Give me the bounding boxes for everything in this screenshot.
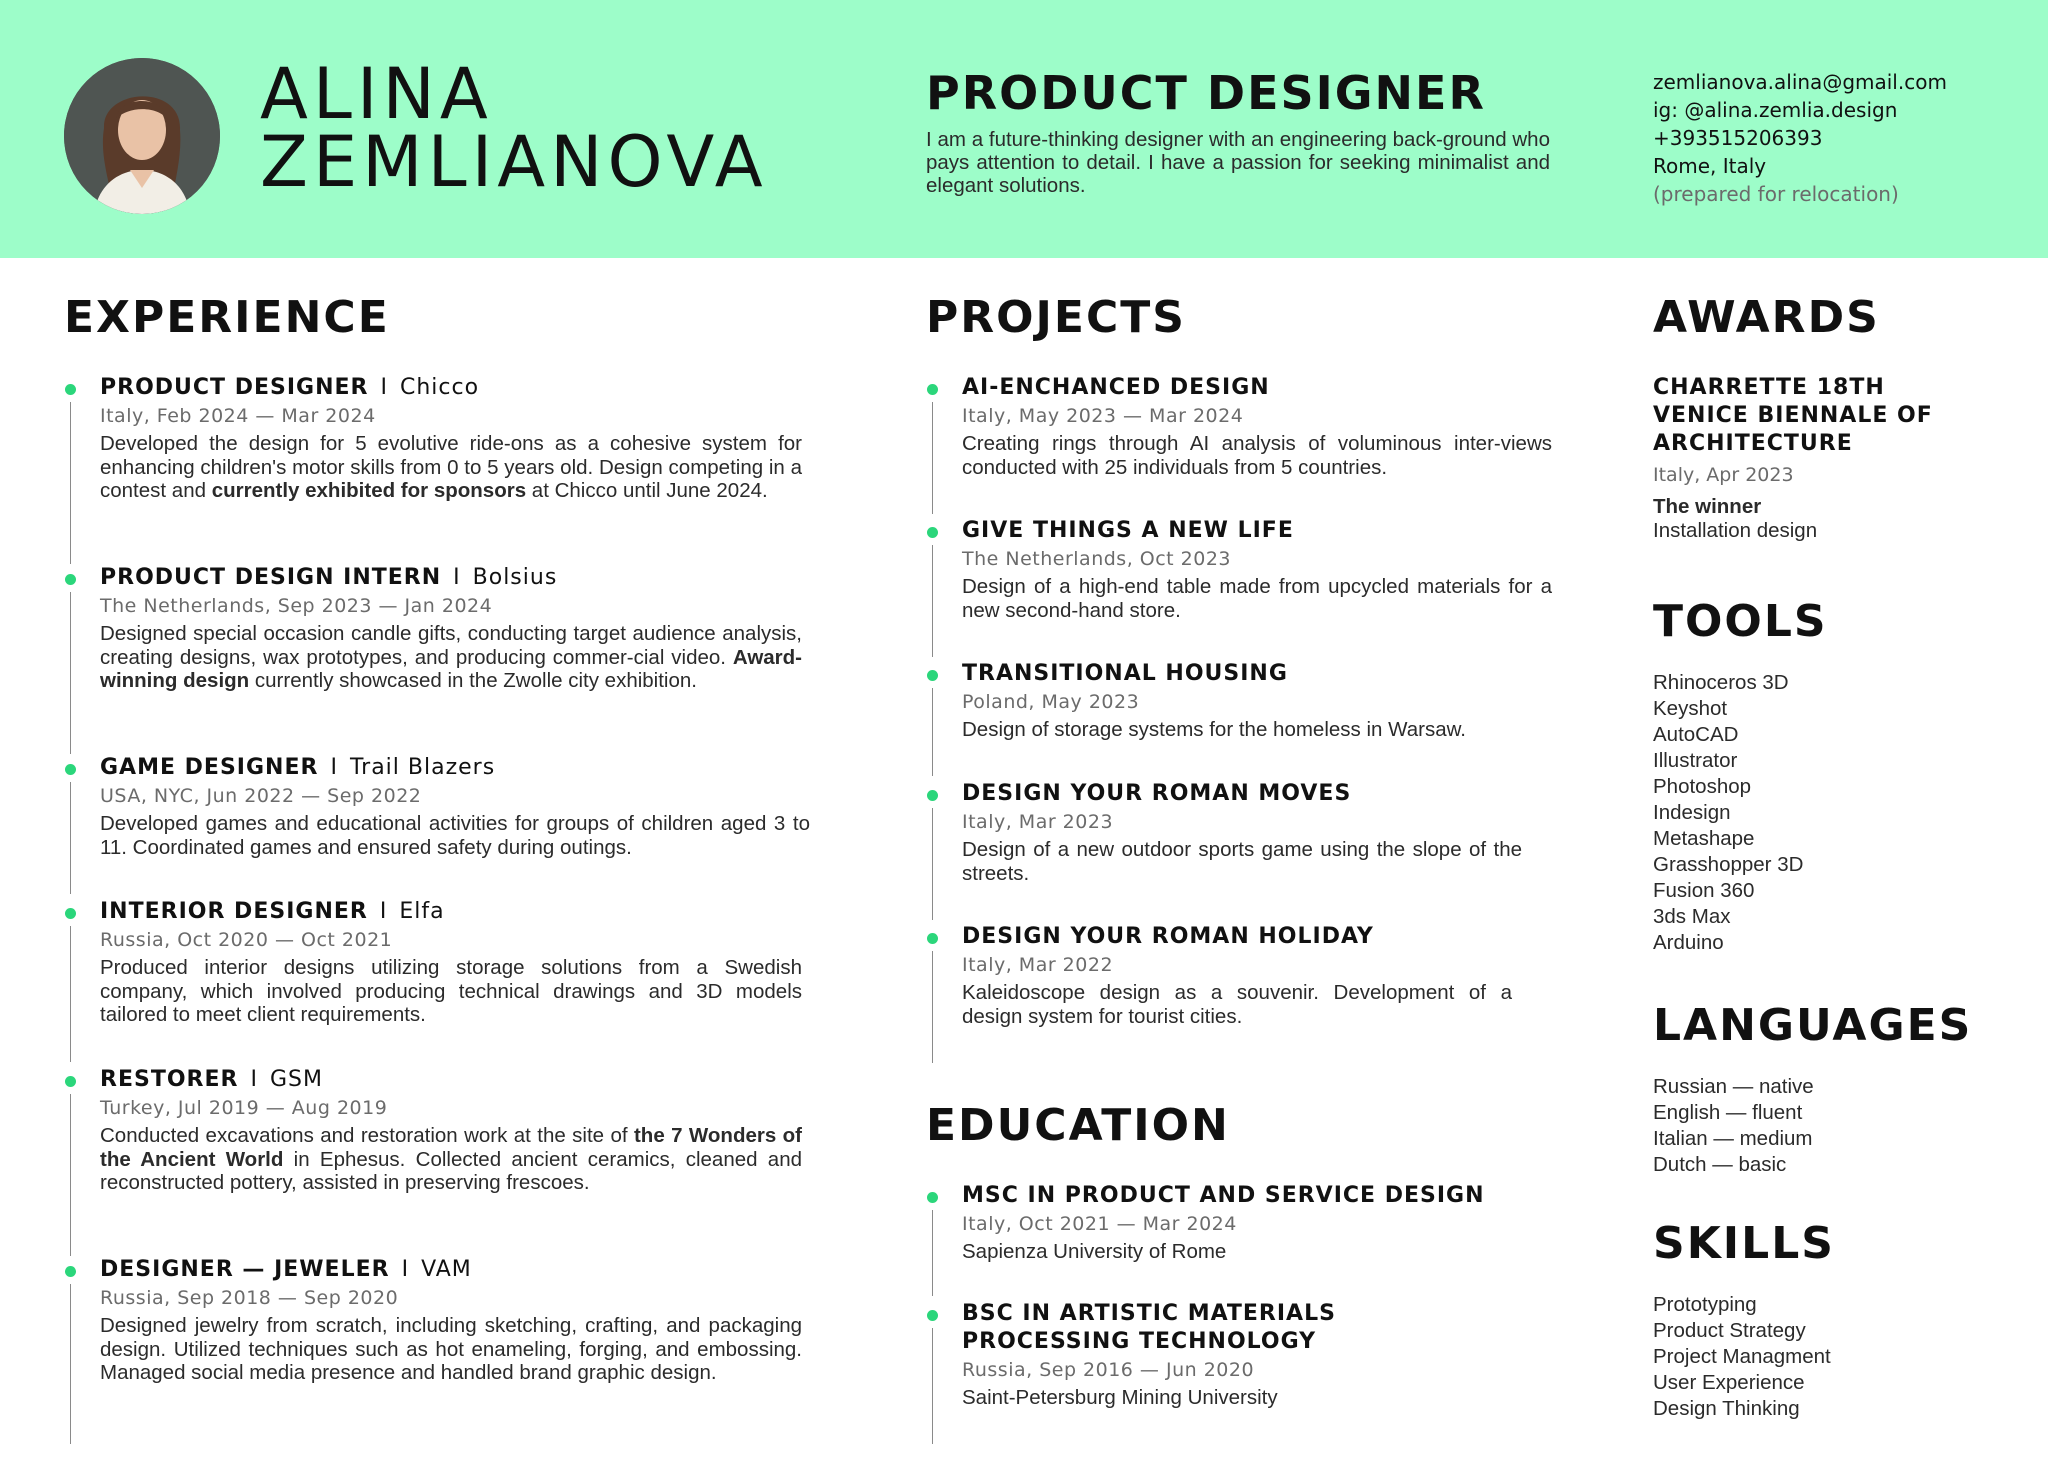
project-meta: The Netherlands, Oct 2023 [962, 548, 1232, 570]
skill-item: User Experience [1653, 1371, 1805, 1394]
timeline-dot [927, 384, 938, 395]
project-item [962, 923, 1512, 1028]
position-label: DESIGNER — JEWELER [100, 1257, 390, 1282]
position-label: RESTORER [100, 1067, 239, 1092]
languages-heading: LANGUAGES [1653, 1000, 1973, 1051]
degree-title: BSC IN ARTISTIC MATERIALS PROCESSING TECHNOLOGY [962, 1301, 1336, 1354]
experience-item [100, 564, 802, 693]
position-label: PRODUCT DESIGNER [100, 375, 369, 400]
experience-desc: Developed the design for 5 evolutive ride-ons as a cohesive system for enhancing children's motor skills from 0 to 5 years old. Design competing in a contest and currently exhibited for sponsors at Chicco until June 2024. [100, 432, 802, 502]
timeline-dot [927, 527, 938, 538]
tool-item: Rhinoceros 3D [1653, 671, 1789, 694]
education-heading: EDUCATION [926, 1100, 1230, 1151]
timeline-line [932, 545, 933, 657]
contact-block [1653, 68, 1947, 208]
skill-item: Project Managment [1653, 1345, 1831, 1368]
experience-item [100, 1256, 802, 1385]
timeline-dot [927, 933, 938, 944]
experience-item [100, 754, 810, 859]
timeline-dot [927, 670, 938, 681]
timeline-dot [65, 1266, 76, 1277]
tool-item: Illustrator [1653, 749, 1738, 772]
location-text: Rome, Italy [1653, 154, 1767, 178]
timeline-line [70, 926, 71, 1062]
project-desc: Design of a new outdoor sports game using the slope of the streets. [962, 838, 1522, 885]
skill-item: Design Thinking [1653, 1397, 1800, 1420]
timeline-line [70, 592, 71, 754]
tools-list [1653, 670, 1803, 956]
full-name [260, 53, 768, 203]
experience-title: DESIGNER — JEWELER I VAM [100, 1257, 472, 1282]
experience-meta: The Netherlands, Sep 2023 — Jan 2024 [100, 595, 493, 617]
timeline-dot [65, 908, 76, 919]
timeline-line [932, 688, 933, 776]
award-title: CHARRETTE 18TH VENICE BIENNALE OF ARCHITECTURE [1653, 375, 1933, 456]
experience-desc: Produced interior designs utilizing storage solutions from a Swedish company, which involved producing technical drawings and 3D models tailored to meet client requirements. [100, 956, 802, 1026]
education-meta: Italy, Oct 2021 — Mar 2024 [962, 1213, 1237, 1235]
experience-title: PRODUCT DESIGNER I Chicco [100, 375, 480, 400]
languages-list [1653, 1074, 1814, 1178]
timeline-line [932, 951, 933, 1063]
project-item [962, 517, 1552, 622]
timeline-line [70, 402, 71, 564]
university-name: Saint-Petersburg Mining University [962, 1386, 1278, 1409]
experience-meta: Turkey, Jul 2019 — Aug 2019 [100, 1097, 388, 1119]
company-label: GSM [269, 1067, 323, 1092]
timeline-dot [65, 574, 76, 585]
timeline-line [932, 1328, 933, 1444]
experience-title: INTERIOR DESIGNER I Elfa [100, 899, 445, 924]
tool-item: Fusion 360 [1653, 879, 1755, 902]
project-desc: Design of a high-end table made from upcycled materials for a new second-hand store. [962, 575, 1552, 622]
experience-item [100, 1066, 802, 1195]
project-title: GIVE THINGS A NEW LIFE [962, 518, 1294, 543]
position-label: GAME DESIGNER [100, 755, 319, 780]
experience-title: GAME DESIGNER I Trail Blazers [100, 755, 496, 780]
first-name: ALINA [260, 53, 493, 135]
email-text: zemlianova.alina@gmail.com [1653, 70, 1947, 94]
timeline-dot [927, 1192, 938, 1203]
award-result: The winner [1653, 495, 1762, 518]
position-label: INTERIOR DESIGNER [100, 899, 368, 924]
experience-desc: Conducted excavations and restoration work at the site of the 7 Wonders of the Ancient World in Ephesus. Collected ancient ceramics, cleaned and reconstructed pottery, assisted in preserving frescoes. [100, 1124, 803, 1194]
company-label: VAM [421, 1257, 472, 1282]
experience-item [100, 374, 802, 503]
position-label: PRODUCT DESIGN INTERN [100, 565, 442, 590]
language-item: Dutch — basic [1653, 1153, 1787, 1176]
project-title: TRANSITIONAL HOUSING [962, 661, 1288, 686]
language-item: Italian — medium [1653, 1127, 1813, 1150]
skill-item: Prototyping [1653, 1293, 1757, 1316]
experience-desc: Designed jewelry from scratch, including sketching, crafting, and packaging design. Utilized techniques such as hot enameling, forging, and embossing. Managed social media presence and handled brand graphic design. [100, 1314, 802, 1384]
tool-item: Arduino [1653, 931, 1724, 954]
project-meta: Poland, May 2023 [962, 691, 1140, 713]
university-name: Sapienza University of Rome [962, 1240, 1227, 1263]
timeline-dot [65, 384, 76, 395]
award-category: Installation design [1653, 519, 1818, 542]
timeline-dot [927, 1310, 938, 1321]
degree-title: MSC IN PRODUCT AND SERVICE DESIGN [962, 1183, 1485, 1208]
profile-photo [64, 58, 220, 214]
project-desc: Kaleidoscope design as a souvenir. Development of a design system for tourist cities. [962, 981, 1512, 1028]
experience-meta: Russia, Oct 2020 — Oct 2021 [100, 929, 393, 951]
timeline-dot [927, 790, 938, 801]
timeline-line [932, 808, 933, 920]
experience-desc: Designed special occasion candle gifts, conducting target audience analysis, creating designs, wax prototypes, and producing commer-cial video. Award-winning design currently showcased in the Zwolle city exhibition. [100, 622, 802, 692]
skill-item: Product Strategy [1653, 1319, 1806, 1342]
company-label: Trail Blazers [349, 755, 496, 780]
timeline-line [70, 1094, 71, 1256]
instagram-text: ig: @alina.zemlia.design [1653, 98, 1898, 122]
header-band [0, 0, 2048, 258]
portrait-illustration [64, 58, 220, 214]
tool-item: Keyshot [1653, 697, 1728, 720]
timeline-line [70, 782, 71, 894]
project-item [962, 780, 1522, 885]
award-meta: Italy, Apr 2023 [1653, 464, 1794, 486]
tool-item: Grasshopper 3D [1653, 853, 1804, 876]
project-desc: Design of storage systems for the homeless in Warsaw. [962, 718, 1466, 741]
tool-item: Metashape [1653, 827, 1755, 850]
experience-meta: Russia, Sep 2018 — Sep 2020 [100, 1287, 399, 1309]
job-title: PRODUCT DESIGNER [926, 66, 1486, 120]
company-label: Chicco [399, 375, 480, 400]
timeline-line [932, 402, 933, 514]
experience-desc: Developed games and educational activities for groups of children aged 3 to 11. Coordinated games and ensured safety during outings. [100, 812, 810, 859]
last-name: ZEMLIANOVA [260, 121, 768, 203]
project-title: DESIGN YOUR ROMAN HOLIDAY [962, 924, 1374, 949]
experience-heading: EXPERIENCE [64, 292, 390, 343]
tools-heading: TOOLS [1653, 596, 1828, 647]
project-title: AI-ENCHANCED DESIGN [962, 375, 1270, 400]
company-label: Bolsius [472, 565, 558, 590]
project-meta: Italy, May 2023 — Mar 2024 [962, 405, 1244, 427]
skills-heading: SKILLS [1653, 1218, 1835, 1269]
tool-item: AutoCAD [1653, 723, 1739, 746]
project-item [962, 660, 1562, 742]
experience-item [100, 898, 802, 1027]
projects-heading: PROJECTS [926, 292, 1186, 343]
project-meta: Italy, Mar 2023 [962, 811, 1114, 833]
profile-summary: I am a future-thinking designer with an engineering back-ground who pays attention to detail. I have a passion for seeking minimalist and elegant solutions. [926, 128, 1550, 197]
timeline-dot [65, 764, 76, 775]
timeline-dot [65, 1076, 76, 1087]
language-item: English — fluent [1653, 1101, 1803, 1124]
education-item [962, 1300, 1382, 1410]
experience-meta: Italy, Feb 2024 — Mar 2024 [100, 405, 376, 427]
project-title: DESIGN YOUR ROMAN MOVES [962, 781, 1352, 806]
experience-title: PRODUCT DESIGN INTERN I Bolsius [100, 565, 558, 590]
language-item: Russian — native [1653, 1075, 1814, 1098]
relocation-note: (prepared for relocation) [1653, 182, 1899, 206]
education-item [962, 1182, 1562, 1264]
experience-title: RESTORER I GSM [100, 1067, 323, 1092]
project-item [962, 374, 1552, 479]
tool-item: Indesign [1653, 801, 1731, 824]
tool-item: Photoshop [1653, 775, 1752, 798]
timeline-line [932, 1210, 933, 1296]
tool-item: 3ds Max [1653, 905, 1731, 928]
project-meta: Italy, Mar 2022 [962, 954, 1114, 976]
experience-meta: USA, NYC, Jun 2022 — Sep 2022 [100, 785, 422, 807]
awards-heading: AWARDS [1653, 292, 1880, 343]
education-meta: Russia, Sep 2016 — Jun 2020 [962, 1359, 1255, 1381]
timeline-line [70, 1284, 71, 1444]
project-desc: Creating rings through AI analysis of voluminous inter-views conducted with 25 individuals from 5 countries. [962, 432, 1552, 479]
skills-list [1653, 1292, 1831, 1422]
phone-text: +393515206393 [1653, 126, 1823, 150]
company-label: Elfa [399, 899, 445, 924]
